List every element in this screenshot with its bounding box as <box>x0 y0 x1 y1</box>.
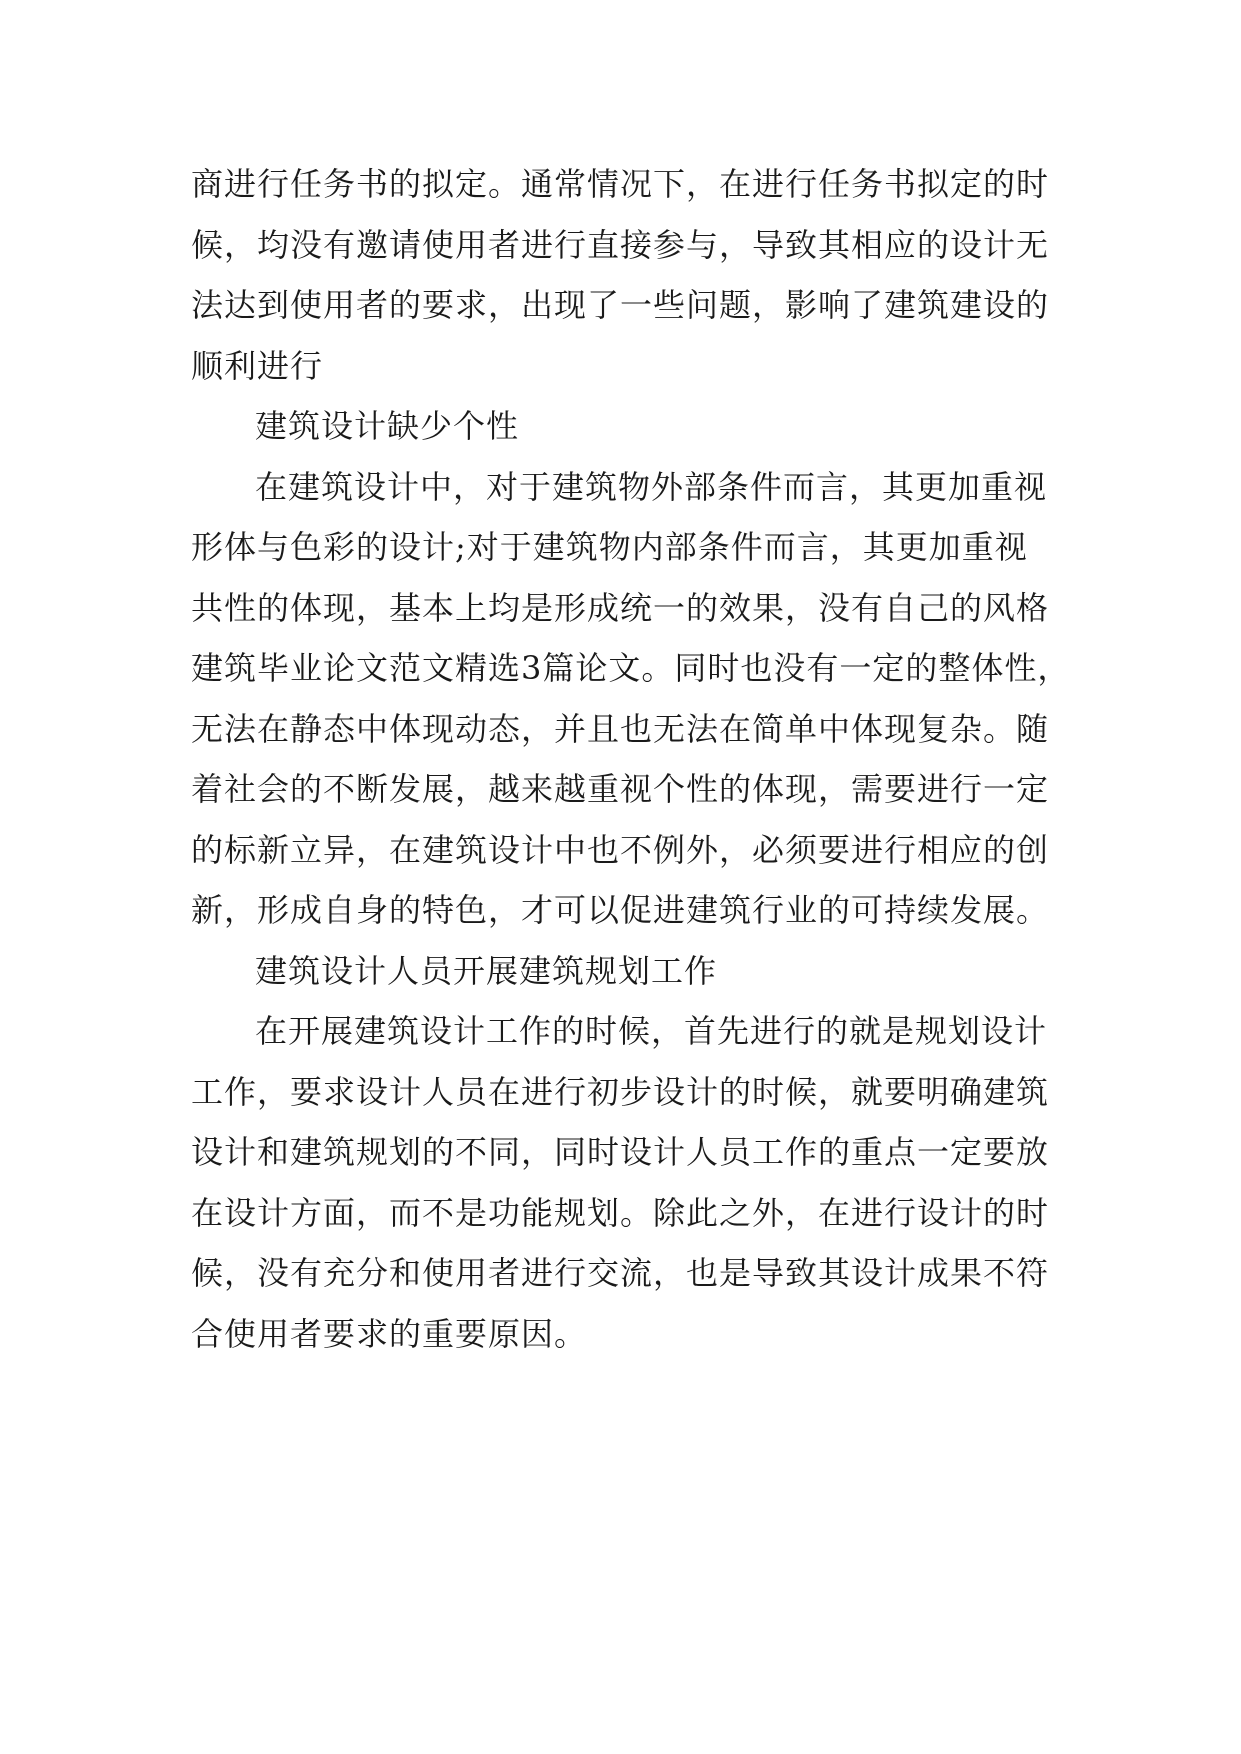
section-heading: 建筑设计人员开展建筑规划工作 <box>255 951 718 990</box>
text-line: 形体与色彩的设计;对于建筑物内部条件而言，其更加重视 <box>191 528 1028 566</box>
text-line: 无法在静态中体现动态，并且也无法在简单中体现复杂。随 <box>191 709 1050 748</box>
text-line: 候，没有充分和使用者进行交流，也是导致其设计成果不符 <box>191 1254 1050 1292</box>
text-line: 在开展建筑设计工作的时候，首先进行的就是规划设计 <box>255 1012 1048 1050</box>
text-line: 在建筑设计中，对于建筑物外部条件而言，其更加重视 <box>255 467 1048 506</box>
text-line: 商进行任务书的拟定。通常情况下，在进行任务书拟定的时 <box>191 165 1050 203</box>
section-heading: 建筑设计缺少个性 <box>255 407 520 445</box>
text-line: 共性的体现，基本上均是形成统一的效果，没有自己的风格 <box>191 588 1050 627</box>
text-line: 候，均没有邀请使用者进行直接参与，导致其相应的设计无 <box>191 225 1050 264</box>
text-line: 设计和建筑规划的不同，同时设计人员工作的重点一定要放 <box>191 1133 1050 1171</box>
document-body <box>191 154 1071 1364</box>
text-line: 的标新立异，在建筑设计中也不例外，必须要进行相应的创 <box>191 830 1050 869</box>
text-line: 顺利进行 <box>191 346 324 385</box>
text-line: 在设计方面，而不是功能规划。除此之外，在进行设计的时 <box>191 1193 1050 1232</box>
text-line: 法达到使用者的要求，出现了一些问题，影响了建筑建设的 <box>191 286 1050 324</box>
text-line: 着社会的不断发展，越来越重视个性的体现，需要进行一定 <box>191 770 1050 808</box>
text-line: 建筑毕业论文范文精选3篇论文。同时也没有一定的整体性， <box>191 649 1071 687</box>
text-line: 新，形成自身的特色，才可以促进建筑行业的可持续发展。 <box>191 891 1050 929</box>
text-line: 合使用者要求的重要原因。 <box>191 1314 588 1353</box>
text-line: 工作，要求设计人员在进行初步设计的时候，就要明确建筑 <box>191 1072 1050 1111</box>
